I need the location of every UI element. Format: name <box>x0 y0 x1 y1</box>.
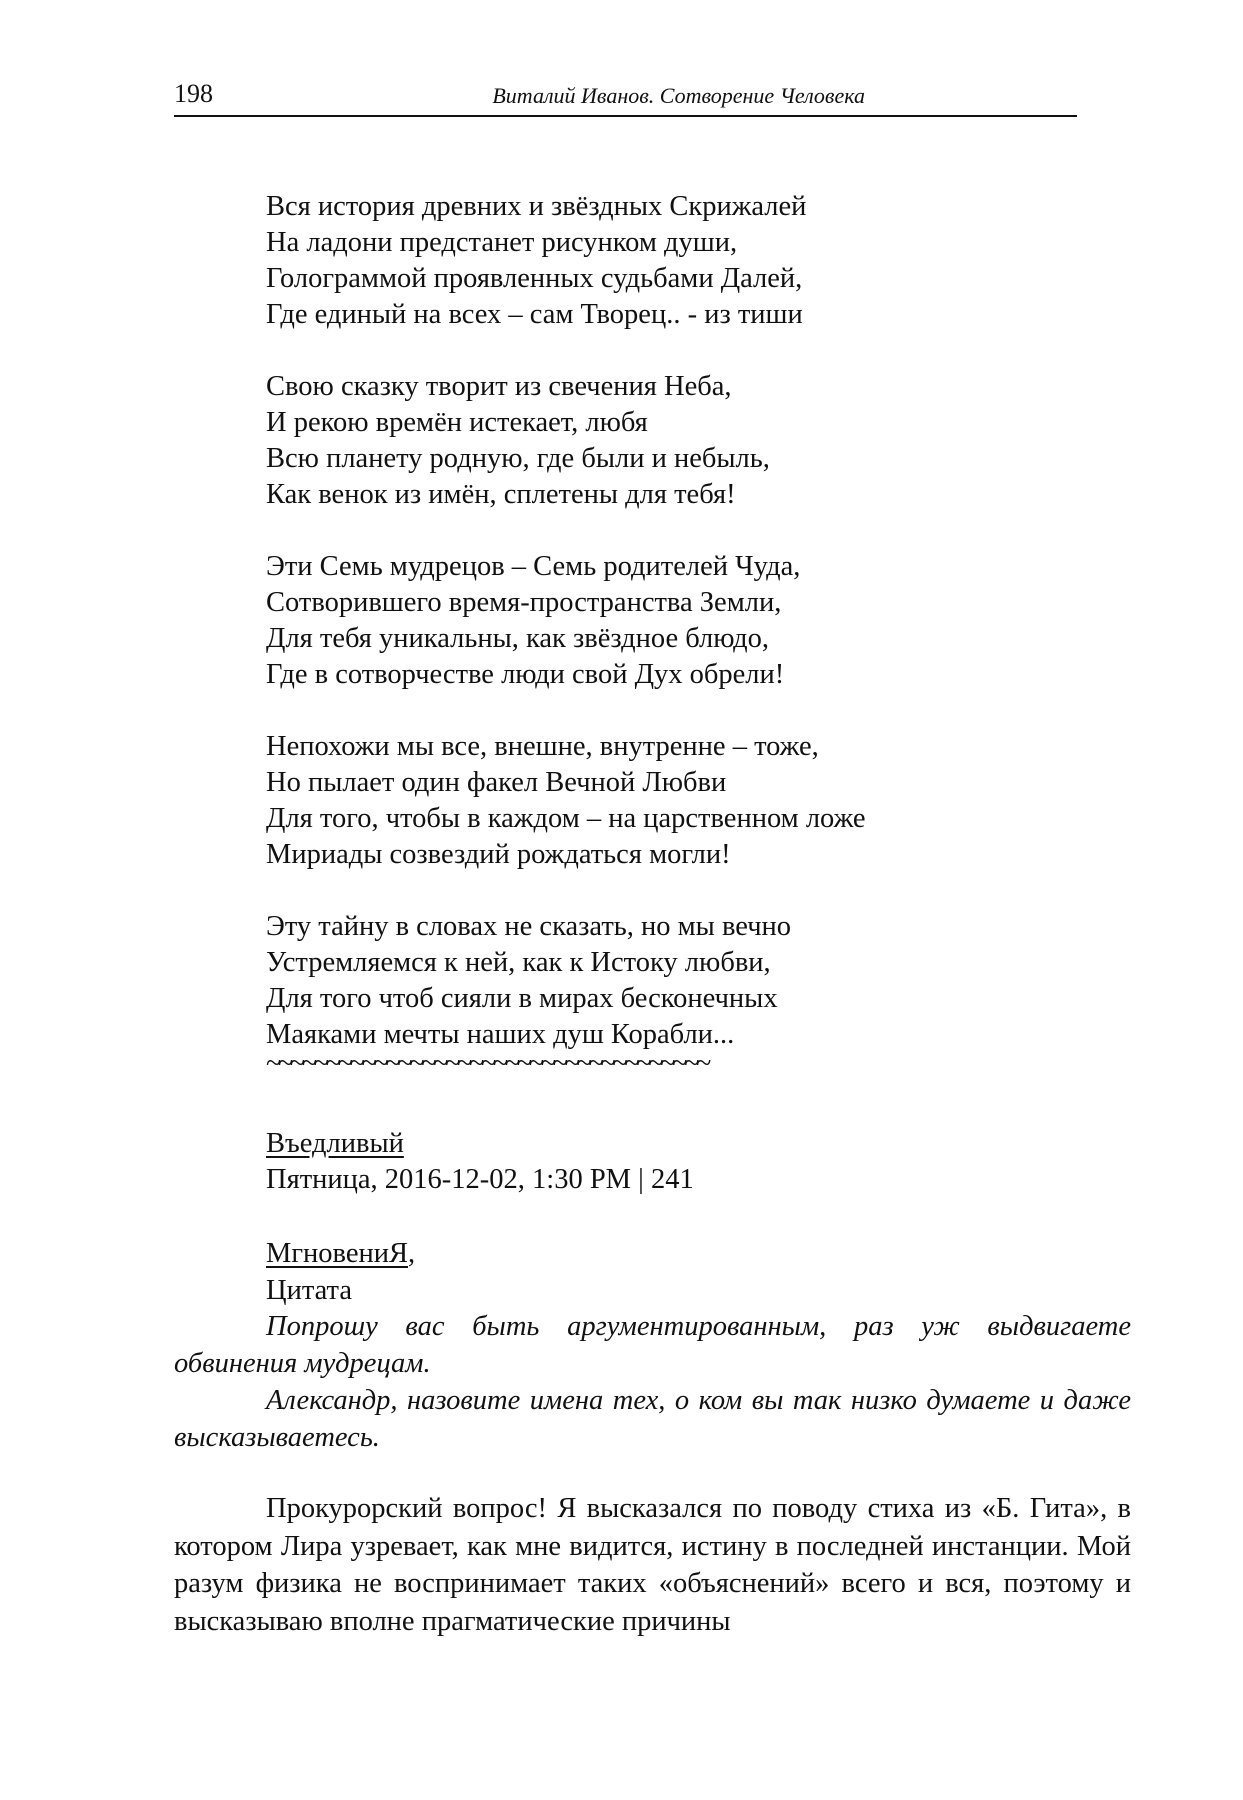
poem-line: Всю планету родную, где были и небыль, <box>266 443 770 474</box>
page-number: 198 <box>174 79 213 108</box>
poem-line: Устремляемся к ней, как к Истоку любви, <box>266 947 771 978</box>
stanza <box>266 369 866 513</box>
poem-line: Голограммой проявленных судьбами Далей, <box>266 263 803 294</box>
poem-line: Для того чтоб сияли в мирах бесконечных <box>266 983 778 1014</box>
poem-line: Маяками мечты наших душ Корабли... <box>266 1019 735 1050</box>
poem-line: Эту тайну в словах не сказать, но мы вечно <box>266 911 792 942</box>
stanza <box>266 549 866 693</box>
poem-line: Где единый на всех – сам Творец.. - из тиши <box>266 299 803 330</box>
quote-label: Цитата <box>266 1275 353 1306</box>
poem-line: Как венок из имён, сплетены для тебя! <box>266 479 736 510</box>
reply-to-suffix: , <box>408 1238 416 1269</box>
poem-line: Где в сотворчестве люди свой Дух обрели! <box>266 659 785 690</box>
running-title: Виталий Иванов. Сотворение Человека <box>492 83 865 108</box>
poem-line: Для того, чтобы в каждом – на царственном ложе <box>266 803 866 834</box>
body-paragraph: Прокурорский вопрос! Я высказался по поводу стиха из «Б. Гита», в котором Лира узревает, как мне видится, истину в последней инстанции. Мой разум физика не воспринимает таких «объяснений» всего и вся, поэтому и высказываю вполне прагматические причины <box>174 1493 1131 1637</box>
page-header <box>174 78 1077 118</box>
poem-line: Свою сказку творит из свечения Неба, <box>266 371 732 402</box>
stanza <box>266 729 866 873</box>
stanza <box>266 909 866 1053</box>
poem-line: Эти Семь мудрецов – Семь родителей Чуда, <box>266 551 801 582</box>
tilde-separator: ~~~~~~~~~~~~~~~~~~~~~~~~~~~~~~~~~~~~~ <box>266 1048 709 1079</box>
poem <box>266 189 866 1089</box>
poem-line: Вся история древних и звёздных Скрижалей <box>266 191 807 222</box>
quote-paragraph: Попрошу вас быть аргументированным, раз уж выдвигаете обвинения мудрецам. <box>174 1311 1131 1379</box>
poem-line: Непохожи мы все, внешне, внутренне – тоже, <box>266 731 819 762</box>
header-rule <box>174 115 1077 117</box>
poem-line: И рекою времён истекает, любя <box>266 407 648 438</box>
quote-paragraph: Александр, назовите имена тех, о ком вы так низко думаете и даже высказываетесь. <box>174 1385 1131 1453</box>
poem-line: Мириады созвездий рождаться могли! <box>266 839 731 870</box>
post-author-link[interactable]: Въедливый <box>266 1128 404 1159</box>
poem-line: Сотворившего время-пространства Земли, <box>266 587 782 618</box>
reply-to <box>266 1236 415 1272</box>
stanza <box>266 189 866 333</box>
poem-line: На ладони предстанет рисунком души, <box>266 227 738 258</box>
reply-to-name-link[interactable]: МгновениЯ <box>266 1238 408 1269</box>
poem-line: Но пылает один факел Вечной Любви <box>266 767 727 798</box>
poem-line: Для тебя уникальны, как звёздное блюдо, <box>266 623 769 654</box>
post-meta: Пятница, 2016-12-02, 1:30 PM | 241 <box>266 1164 694 1195</box>
